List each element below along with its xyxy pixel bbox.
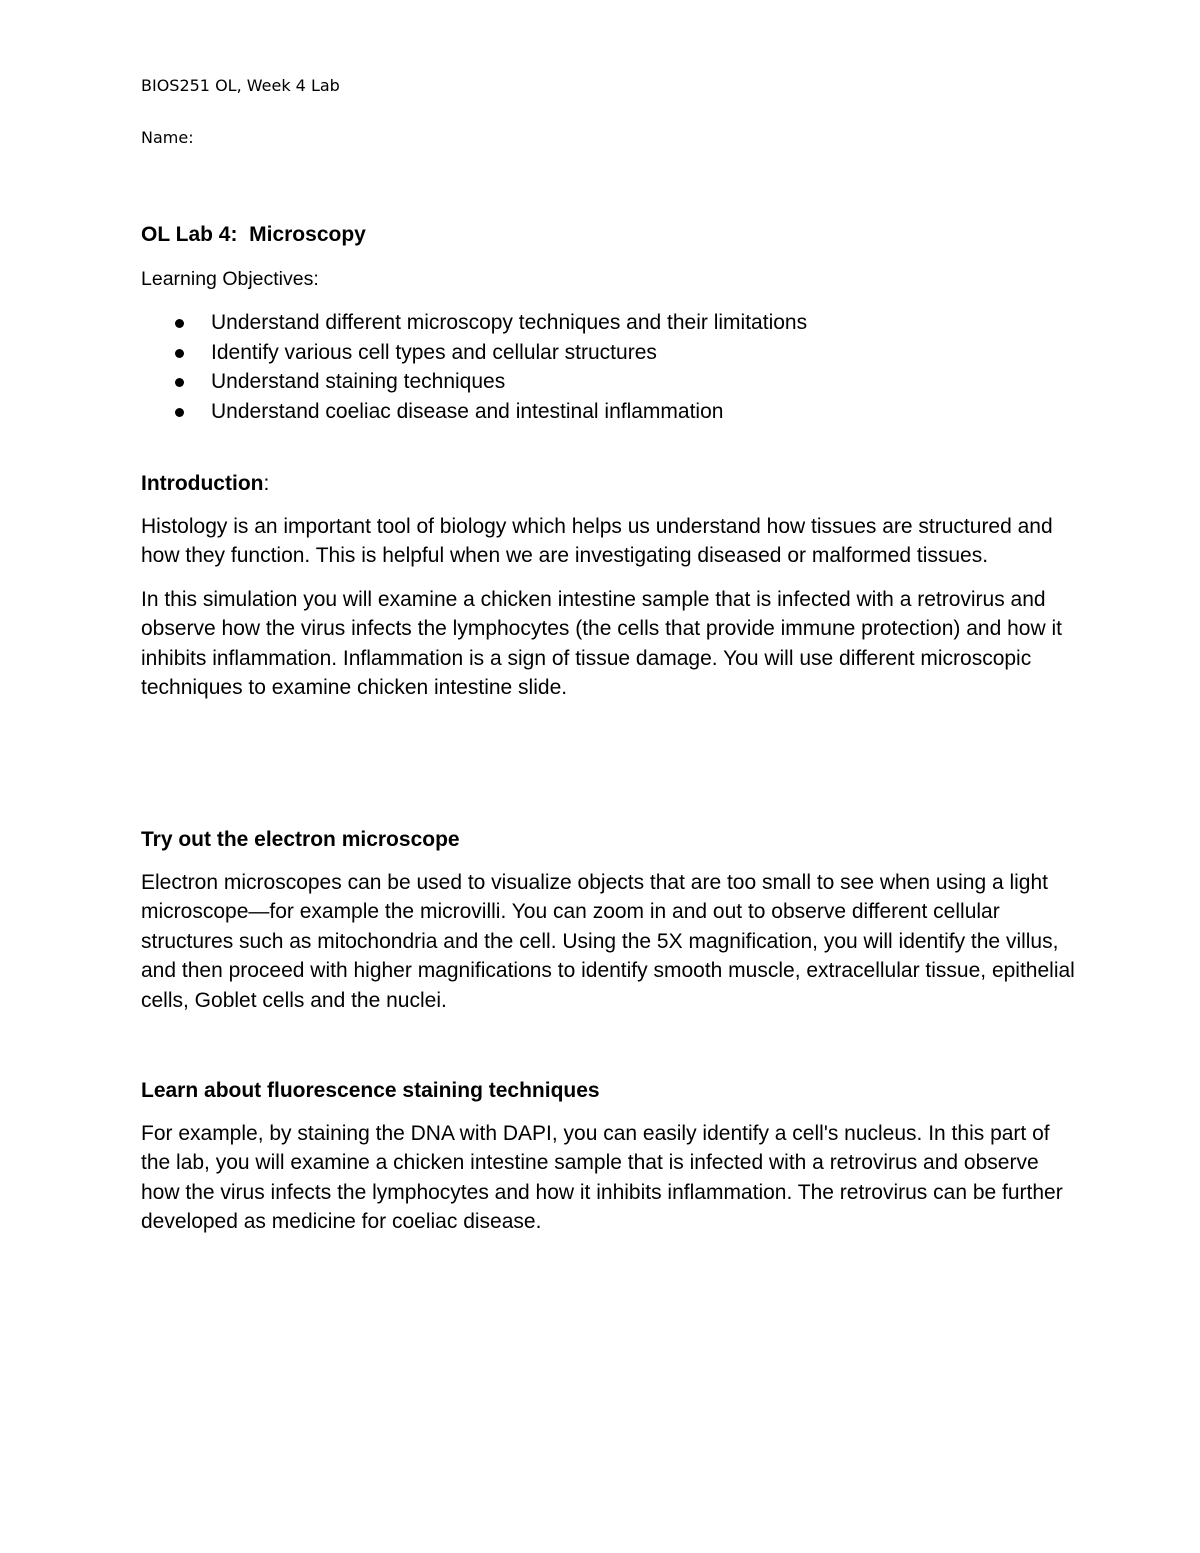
list-item-text: Understand coeliac disease and intestinal inflammation (211, 399, 724, 423)
bullet-icon (175, 349, 184, 358)
bullet-icon (175, 319, 184, 328)
course-header: BIOS251 OL, Week 4 Lab (141, 76, 340, 95)
list-item (170, 308, 807, 338)
list-item-text: Understand different microscopy techniques and their limitations (211, 311, 808, 334)
list-item-text: Identify various cell types and cellular structures (211, 340, 657, 364)
objectives-label: Learning Objectives: (141, 268, 319, 290)
list-item-text: Understand staining techniques (211, 370, 506, 393)
list-item (170, 338, 807, 368)
fluorescence-section (141, 1076, 1076, 1237)
objectives-list (170, 308, 807, 426)
introduction-heading-colon: : (263, 472, 270, 495)
electron-microscope-section (141, 825, 1076, 1015)
bullet-icon (175, 378, 184, 387)
electron-microscope-heading: Try out the electron microscope (141, 828, 460, 851)
fluorescence-paragraph: For example, by staining the DNA with DAPI, you can easily identify a cell's nucleus. In this part of the lab, you will examine a chicken intestine sample that is infected with a retrovirus and observe how the virus infects the lymphocytes and how it inhibits inflammation. The retrovirus can be further developed as medicine for coeliac disease. (141, 1121, 1063, 1233)
list-item (170, 367, 807, 397)
list-item (170, 397, 807, 427)
introduction-heading (141, 469, 1076, 499)
fluorescence-heading: Learn about fluorescence staining techniques (141, 1079, 600, 1102)
name-label: Name: (141, 128, 194, 147)
introduction-section (141, 469, 1076, 703)
introduction-paragraph-2: In this simulation you will examine a chicken intestine sample that is infected with a retrovirus and observe how the virus infects the lymphocytes (the cells that provide immune protection) and how it inhibits inflammation. Inflammation is a sign of tissue damage. You will use different microscopic techniques to examine chicken intestine slide. (141, 587, 1062, 699)
page-title: OL Lab 4: Microscopy (141, 223, 366, 246)
electron-microscope-paragraph: Electron microscopes can be used to visualize objects that are too small to see when using a light microscope—for example the microvilli. You can zoom in and out to observe different cellular structures such as mitochondria and the cell. Using the 5X magnification, you will identify the villus, and then proceed with higher magnifications to identify smooth muscle, extracellular tissue, epithelial cells, Goblet cells and the nuclei. (141, 870, 1075, 1012)
introduction-heading-text: Introduction (141, 472, 264, 495)
bullet-icon (175, 408, 184, 417)
introduction-paragraph-1: Histology is an important tool of biology which helps us understand how tissues are structured and how they function. This is helpful when we are investigating diseased or malformed tissues. (141, 514, 1053, 567)
